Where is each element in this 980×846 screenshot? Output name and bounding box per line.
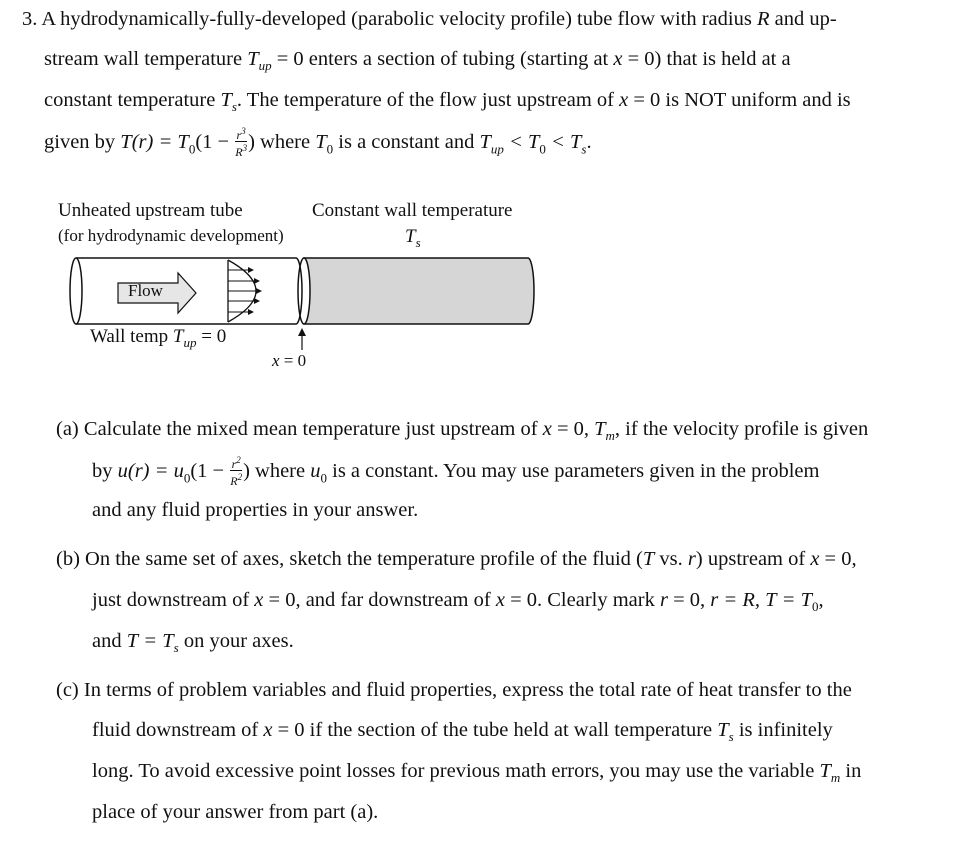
fraction-r3-R3: $\frac{r^3}{R^3}$	[235, 126, 248, 159]
part-a-line-3: and any fluid properties in your answer.	[92, 499, 419, 521]
unheated-tube-inlet	[70, 258, 82, 324]
problem-line-1: 3. A hydrodynamically-fully-developed (parabolic velocity profile) tube flow with radius R and up-	[22, 8, 837, 30]
label-unheated: Unheated upstream tube	[58, 200, 243, 221]
part-a-line-1: (a) Calculate the mixed mean temperature just upstream of x = 0, $T_m$, if the velocity profile is given	[56, 418, 869, 444]
problem-line-2: stream wall temperature $T_{up} = 0$ enters a section of tubing (starting at x = 0) that is held at a	[44, 48, 791, 74]
part-c-line-2: fluid downstream of x = 0 if the section of the tube held at wall temperature $T_s$ is infinitely	[92, 719, 833, 745]
part-b-line-1: (b) On the same set of axes, sketch the temperature profile of the fluid (T vs. r) upstream of x = 0,	[56, 548, 857, 570]
label-wall-temp: Wall temp $T_{up} = 0$	[90, 326, 227, 350]
part-c-line-1: (c) In terms of problem variables and fluid properties, express the total rate of heat transfer to the	[56, 679, 852, 701]
label-hydrodynamic-development: (for hydrodynamic development)	[58, 226, 284, 245]
velocity-arrows	[228, 270, 256, 312]
problem-line-3: constant temperature $T_s$. The temperature of the flow just upstream of x = 0 is NOT uniform and is	[44, 89, 851, 115]
label-constant-wall: Constant wall temperature	[312, 200, 513, 221]
problem-number: 3.	[22, 8, 38, 30]
part-b-label: (b)	[56, 548, 80, 570]
label-Ts: $T_s$	[405, 226, 421, 250]
label-x0: x = 0	[272, 351, 307, 370]
part-c-line-4: place of your answer from part (a).	[92, 801, 379, 823]
part-b-line-3: and $T = T_s$ on your axes.	[92, 630, 294, 656]
heated-tube-section	[304, 258, 534, 324]
problem-line-4: given by $T(r) = T_0(1$ − $\frac{r^3}{R^3}$ ) where $T_0$ is a constant and $T_{up} < T_0 < T_s$.	[44, 126, 592, 159]
flow-label: Flow	[128, 281, 163, 300]
fraction-r2-R2: $\frac{r^2}{R^2}$	[230, 455, 243, 488]
part-c-line-3: long. To avoid excessive point losses for previous math errors, you may use the variable $T_m$ in	[92, 760, 862, 786]
part-b-line-2: just downstream of x = 0, and far downstream of x = 0. Clearly mark r = 0, r = R, $T = T_0$,	[92, 589, 824, 615]
part-a-line-2: by $u(r) = u_0(1$ − $\frac{r^2}{R^2}$ ) where $u_0$ is a constant. You may use parameters given in the problem	[92, 455, 820, 488]
part-a-label: (a)	[56, 418, 79, 440]
part-c-label: (c)	[56, 679, 79, 701]
